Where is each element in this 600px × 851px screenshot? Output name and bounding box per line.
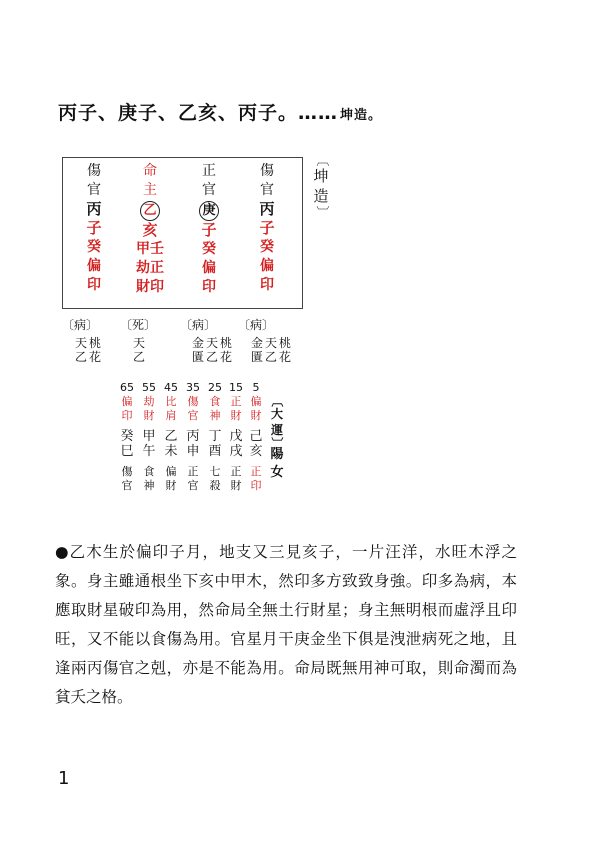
dayun-age: 5: [252, 381, 260, 394]
star-char: 乙: [205, 350, 218, 364]
pillar-column: [132, 162, 168, 297]
pillar-stem: [132, 200, 168, 221]
star-char: 乙: [74, 350, 87, 364]
hidden-stem: 癸: [202, 241, 216, 257]
pillar-state: 〔死〕: [120, 318, 157, 332]
pillar-column: [249, 162, 285, 295]
dayun-branch-god-char: 神: [143, 479, 155, 492]
pillar-ten-god: 官: [202, 182, 216, 198]
star-char: 金: [250, 336, 263, 350]
title-main: 丙子、庚子、乙亥、丙子。……: [58, 102, 339, 124]
dayun-ten-god-char: 正: [230, 395, 242, 408]
dayun-branch-god-char: 印: [250, 479, 262, 492]
dayun-column: [119, 381, 135, 493]
page-title: [58, 98, 382, 125]
star-char: 桃: [88, 336, 101, 350]
dayun-branch-god-char: 正: [250, 465, 262, 478]
dayun-age: 45: [164, 381, 178, 394]
dayun-column: [163, 381, 179, 493]
dayun-age: 55: [142, 381, 156, 394]
pillar-star-group: [250, 336, 292, 364]
star-word: [264, 336, 278, 364]
star-char: 乙: [132, 350, 145, 364]
dayun-column: [248, 381, 264, 493]
dayun-ganzhi-char: 甲: [142, 429, 156, 444]
chart-label: [311, 154, 331, 218]
star-word: [205, 336, 219, 364]
star-word: [88, 336, 102, 364]
star-word: [278, 336, 292, 364]
dayun-branch-god-char: 正: [187, 465, 199, 478]
pillar-state: 〔病〕: [62, 318, 99, 332]
pillar-column: [76, 162, 112, 295]
dayun-branch-god-char: 官: [121, 479, 133, 492]
dayun-branch-god: [207, 465, 223, 493]
star-char: 花: [88, 350, 101, 364]
dayun-column: [228, 381, 244, 493]
dayun-ganzhi-char: 未: [164, 444, 178, 459]
dayun-label-char: 〕: [270, 436, 284, 449]
hidden-gods-row: 劫正: [136, 260, 164, 276]
dayun-ten-god: [228, 395, 244, 423]
dayun-branch-god: [119, 465, 135, 493]
dayun-ten-god: [119, 395, 135, 423]
title-suffix: 坤造。: [340, 108, 383, 123]
dayun-ten-god: [185, 395, 201, 423]
dayun-label-char: 〔: [270, 394, 284, 407]
dayun-ganzhi-char: 戊: [229, 429, 243, 444]
dayun-ten-god-char: 偏: [121, 395, 133, 408]
pillar-stem: 丙: [86, 200, 102, 218]
dayun-ten-god-char: 肩: [165, 409, 177, 422]
pillar-ten-god: 命: [143, 163, 157, 179]
dayun-ten-god-char: 財: [230, 409, 242, 422]
star-char: 匱: [250, 350, 263, 364]
star-char: 匱: [191, 350, 204, 364]
pillar-hidden: [132, 240, 168, 297]
dayun-branch-god-char: 偏: [165, 465, 177, 478]
page-number: 1: [58, 768, 70, 789]
hidden-stem: 癸: [87, 239, 101, 255]
star-word: [160, 336, 174, 364]
dayun-branch-god: [248, 465, 264, 493]
star-word: [191, 336, 205, 364]
hidden-stem: 癸: [260, 239, 274, 255]
star-char: 天: [205, 336, 218, 350]
dayun-ganzhi-char: 癸: [120, 429, 134, 444]
chart-label-char: 坤: [313, 167, 329, 185]
dayun-ganzhi-char: 丙: [186, 429, 200, 444]
pillar-branch: 亥: [142, 221, 158, 239]
dayun-age: 35: [186, 381, 200, 394]
pillar-ten-god: 傷: [260, 163, 274, 179]
star-char: 花: [219, 350, 232, 364]
dayun-branch-god-char: 正: [230, 465, 242, 478]
star-char: 乙: [264, 350, 277, 364]
star-word: [74, 336, 88, 364]
chart-label-char: 造: [313, 187, 329, 205]
star-char: 天: [264, 336, 277, 350]
dayun-branch-god: [185, 465, 201, 493]
dayun-ganzhi-char: 巳: [120, 444, 134, 459]
hidden-ten-god: 偏: [202, 260, 216, 276]
pillar-stem-circled: 庚: [199, 201, 219, 221]
dayun-ganzhi-char: 亥: [249, 444, 263, 459]
hidden-ten-god: 印: [260, 277, 274, 293]
dayun-column: [207, 381, 223, 493]
dayun-ten-god-char: 財: [250, 409, 262, 422]
dayun-ten-god-char: 印: [121, 409, 133, 422]
dayun-branch-god-char: 官: [187, 479, 199, 492]
pillar-branch: 子: [259, 219, 275, 237]
dayun-ganzhi-char: 酉: [208, 444, 222, 459]
star-word: [146, 336, 160, 364]
hidden-ten-god: 印: [87, 277, 101, 293]
dayun-label: [268, 396, 286, 448]
pillar-ten-god: 正: [202, 163, 216, 179]
pillar-stem-circled: 乙: [140, 201, 160, 221]
dayun-age: 25: [208, 381, 222, 394]
dayun-branch-god-char: 財: [165, 479, 177, 492]
dayun-age: 15: [229, 381, 243, 394]
dayun-ten-god: [248, 395, 264, 423]
dayun-branch-god: [163, 465, 179, 493]
dayun-ten-god-char: 官: [187, 409, 199, 422]
dayun-ganzhi-char: 丁: [208, 429, 222, 444]
dayun-ganzhi-char: 申: [186, 444, 200, 459]
pillar-ten-god: 傷: [87, 163, 101, 179]
star-char: 天: [132, 336, 145, 350]
dayun-ganzhi-char: 己: [249, 429, 263, 444]
dayun-ten-god: [207, 395, 223, 423]
pillar-branch: 子: [201, 221, 217, 239]
gender-char: 陽: [270, 447, 284, 462]
pillar-state: 〔病〕: [180, 318, 217, 332]
chart-label-char: 〕: [314, 205, 329, 219]
dayun-branch-god: [141, 465, 157, 493]
dayun-branch-god-char: 七: [209, 465, 221, 478]
dayun-branch-god-char: 食: [143, 465, 155, 478]
dayun-ten-god-char: 比: [165, 395, 177, 408]
gender-char: 女: [270, 465, 284, 480]
pillar-column: [191, 162, 227, 297]
dayun-ganzhi-char: 戌: [229, 444, 243, 459]
pillar-hidden: [191, 240, 227, 297]
hidden-ten-god: 偏: [87, 258, 101, 274]
hidden-stems-row: 甲壬: [136, 241, 164, 257]
pillar-stem: 丙: [259, 200, 275, 218]
pillar-ten-god: 官: [260, 182, 274, 198]
dayun-age: 65: [120, 381, 134, 394]
dayun-branch-god-char: 殺: [209, 479, 221, 492]
gender-label: [268, 446, 286, 482]
hidden-ten-god: 印: [202, 279, 216, 295]
star-char: 桃: [278, 336, 291, 350]
star-char: 金: [191, 336, 204, 350]
pillar-star-group: [191, 336, 233, 364]
dayun-branch-god-char: 財: [230, 479, 242, 492]
pillar-ten-god: 主: [143, 182, 157, 198]
dayun-column: [185, 381, 201, 493]
pillar-star-group: [74, 336, 102, 364]
dayun-label-char: 運: [270, 423, 283, 437]
pillar-stem: [191, 200, 227, 221]
star-word: [132, 336, 146, 364]
dayun-ten-god-char: 傷: [187, 395, 199, 408]
star-char: 天: [74, 336, 87, 350]
hidden-ten-god: 偏: [260, 258, 274, 274]
pillar-branch: 子: [86, 219, 102, 237]
pillar-hidden: [249, 238, 285, 295]
dayun-label-char: 大: [270, 407, 283, 421]
hidden-gods-row: 財印: [136, 279, 164, 295]
dayun-branch-god: [228, 465, 244, 493]
dayun-ten-god-char: 神: [209, 409, 221, 422]
dayun-ganzhi-char: 午: [142, 444, 156, 459]
pillar-ten-god: 官: [87, 182, 101, 198]
pillar-hidden: [76, 238, 112, 295]
dayun-ten-god-char: 財: [143, 409, 155, 422]
dayun-ganzhi-char: 乙: [164, 429, 178, 444]
pillar-star-group: [132, 336, 174, 364]
dayun-branch-god-char: 傷: [121, 465, 133, 478]
dayun-ten-god-char: 偏: [250, 395, 262, 408]
dayun-ten-god: [141, 395, 157, 423]
chart-label-char: 〔: [314, 153, 329, 167]
star-word: [250, 336, 264, 364]
dayun-ten-god-char: 劫: [143, 395, 155, 408]
dayun-ten-god: [163, 395, 179, 423]
dayun-ten-god-char: 食: [209, 395, 221, 408]
star-char: 花: [278, 350, 291, 364]
star-word: [219, 336, 233, 364]
star-char: 桃: [219, 336, 232, 350]
dayun-column: [141, 381, 157, 493]
pillar-state: 〔病〕: [238, 318, 275, 332]
analysis-paragraph: ●乙木生於偏印子月，地支又三見亥子，一片汪洋，水旺木浮之象。身主雖通根坐下亥中甲木，然印多方致致身強。印多為病，本應取財星破印為用，然命局全無土行財星；身主無明根而虛浮且印旺，又不能以食傷為用。官星月干庚金坐下俱是洩泄病死之地，且逢兩丙傷官之剋，亦是不能為用。命局既無用神可取，則命濁而為貧夭之格。: [55, 543, 517, 706]
